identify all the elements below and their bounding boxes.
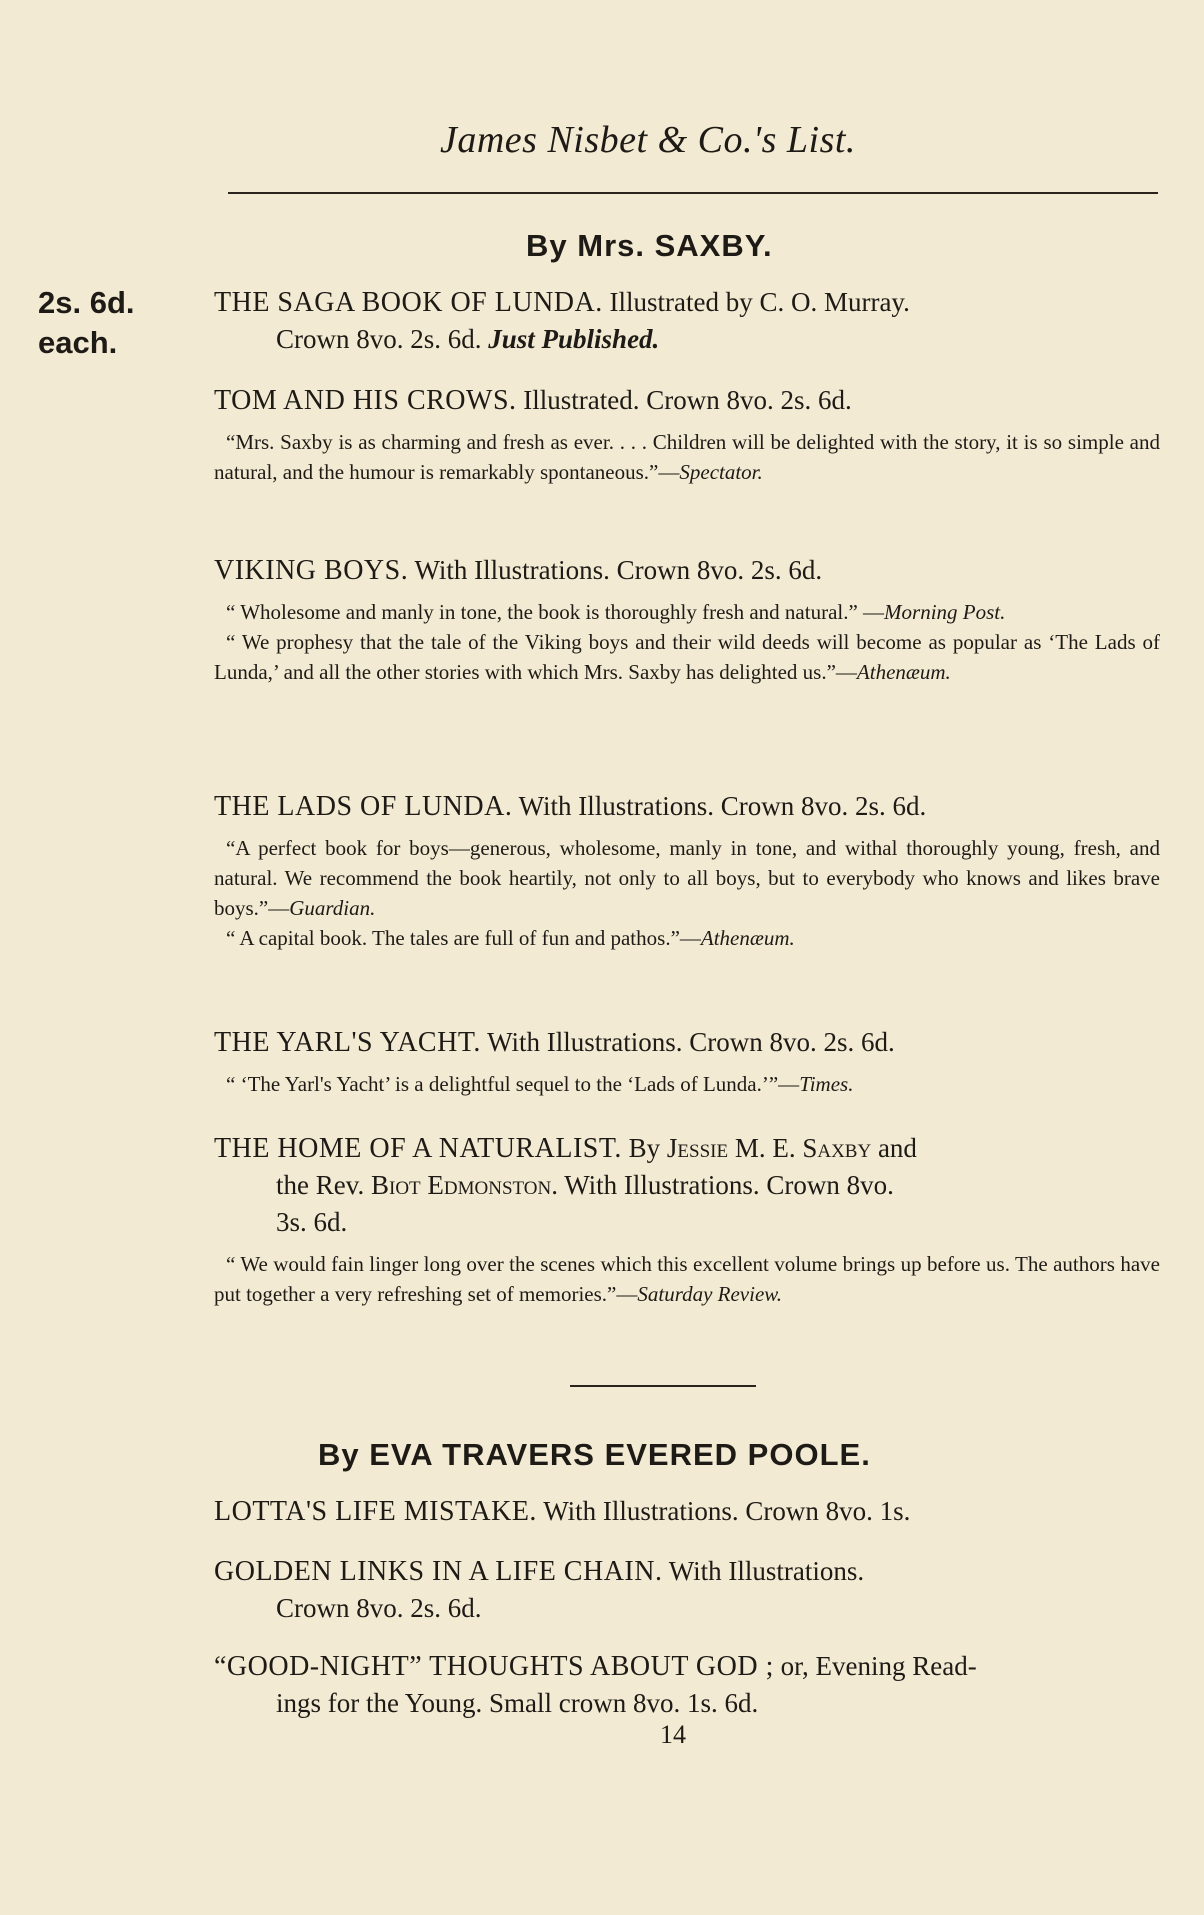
book-title: “GOOD-NIGHT” THOUGHTS ABOUT GOD ; [214,1651,774,1682]
review [214,1069,1160,1099]
review-source: Athenæum. [700,926,795,950]
book-details-2: ings for the Young. Small crown 8vo. 1s. 6d. [276,1688,759,1718]
running-head: James Nisbet & Co.'s List. [440,119,856,161]
book-entry-lottas-life-mistake [214,1493,1160,1530]
book-entry-golden-links [214,1553,1160,1627]
book-title: THE SAGA BOOK OF LUNDA. [214,287,603,318]
review-source: Morning Post. [884,600,1006,624]
price-note [38,283,135,363]
book-author-2: Biot Edmonston. [370,1170,558,1200]
review-source: Saturday Review. [637,1282,782,1306]
book-entry-viking-boys [214,552,1160,687]
page-number: 14 [660,1720,686,1749]
book-entry-tom-and-his-crows [214,382,1160,487]
book-details: With Illustrations. Crown 8vo. 2s. 6d. [518,791,927,821]
book-details: Illustrated by C. O. Murray. [609,287,910,317]
book-details: or, Evening Read- [780,1651,977,1681]
book-details-mid: and [877,1133,917,1163]
review [214,1249,1160,1309]
book-entry-lads-of-lunda [214,788,1160,953]
review-quote: “Mrs. Saxby is as charming and fresh as ever. . . . Children will be delighted with the story, it is so simple and natural, and the humour is remarkably spontaneous.”— [214,430,1160,484]
review-quote: “ We would fain linger long over the scenes which this excellent volume brings up before us. The authors have put together a very refreshing set of memories.”— [214,1252,1160,1306]
book-title: LOTTA'S LIFE MISTAKE. [214,1496,537,1527]
book-details-lead-2: the Rev. [276,1170,365,1200]
book-entry-good-night-thoughts [214,1648,1160,1722]
book-entry-saga-book-of-lunda [214,284,1160,358]
review-quote: “ A capital book. The tales are full of fun and pathos.”— [226,926,701,950]
book-details: With Illustrations. Crown 8vo. 2s. 6d. [414,555,823,585]
book-details: With Illustrations. Crown 8vo. 2s. 6d. [487,1027,895,1057]
review-quote: “ Wholesome and manly in tone, the book is thoroughly fresh and natural.” — [226,600,885,624]
book-details-lead: By [628,1133,661,1163]
book-title: THE YARL'S YACHT. [214,1027,481,1058]
price-note-each: each. [38,325,118,360]
review-quote: “A perfect book for boys—generous, wholesome, manly in tone, and withal thoroughly young, fresh, and natural. We recommend the book heartily, not only to all boys, but to everybody who knows and likes brave boys.”— [214,836,1160,920]
review-quote: “ We prophesy that the tale of the Viking boys and their wild deeds will become as popular as ‘The Lads of Lunda,’ and all the other stories with which Mrs. Saxby has delighted us.”— [214,630,1160,684]
book-title: THE HOME OF A NATURALIST. [214,1133,622,1164]
book-title: TOM AND HIS CROWS. [214,385,517,416]
header-rule [228,192,1158,194]
book-details: With Illustrations. Crown 8vo. 1s. [543,1496,911,1526]
review-source: Times. [799,1072,854,1096]
book-entry-home-of-a-naturalist [214,1130,1160,1309]
review-source: Athenæum. [856,660,951,684]
book-title: THE LADS OF LUNDA. [214,791,513,822]
book-details-2: Crown 8vo. 2s. 6d. [276,1593,482,1623]
section-divider [570,1385,756,1387]
book-author: Jessie M. E. Saxby [666,1133,872,1163]
book-details-tail: With Illustrations. Crown 8vo. [564,1170,894,1200]
review-quote: “ ‘The Yarl's Yacht’ is a delightful sequel to the ‘Lads of Lunda.’”— [226,1072,800,1096]
book-details: With Illustrations. [668,1556,865,1586]
book-details: Illustrated. Crown 8vo. 2s. 6d. [523,385,852,415]
review-source: Guardian. [289,896,376,920]
book-details-2: Crown 8vo. 2s. 6d. [276,324,482,354]
book-title: VIKING BOYS. [214,555,409,586]
book-title: GOLDEN LINKS IN A LIFE CHAIN. [214,1556,663,1587]
review [214,427,1160,487]
author-heading-saxby: By Mrs. SAXBY. [526,228,773,263]
review-source: Spectator. [679,460,763,484]
author-heading-poole: By EVA TRAVERS EVERED POOLE. [318,1437,871,1472]
review [214,597,1160,687]
book-price: 3s. 6d. [276,1207,348,1237]
book-note: Just Published. [488,324,660,354]
review [214,833,1160,953]
price-note-price: 2s. 6d. [38,285,135,320]
book-entry-yarls-yacht [214,1024,1160,1099]
